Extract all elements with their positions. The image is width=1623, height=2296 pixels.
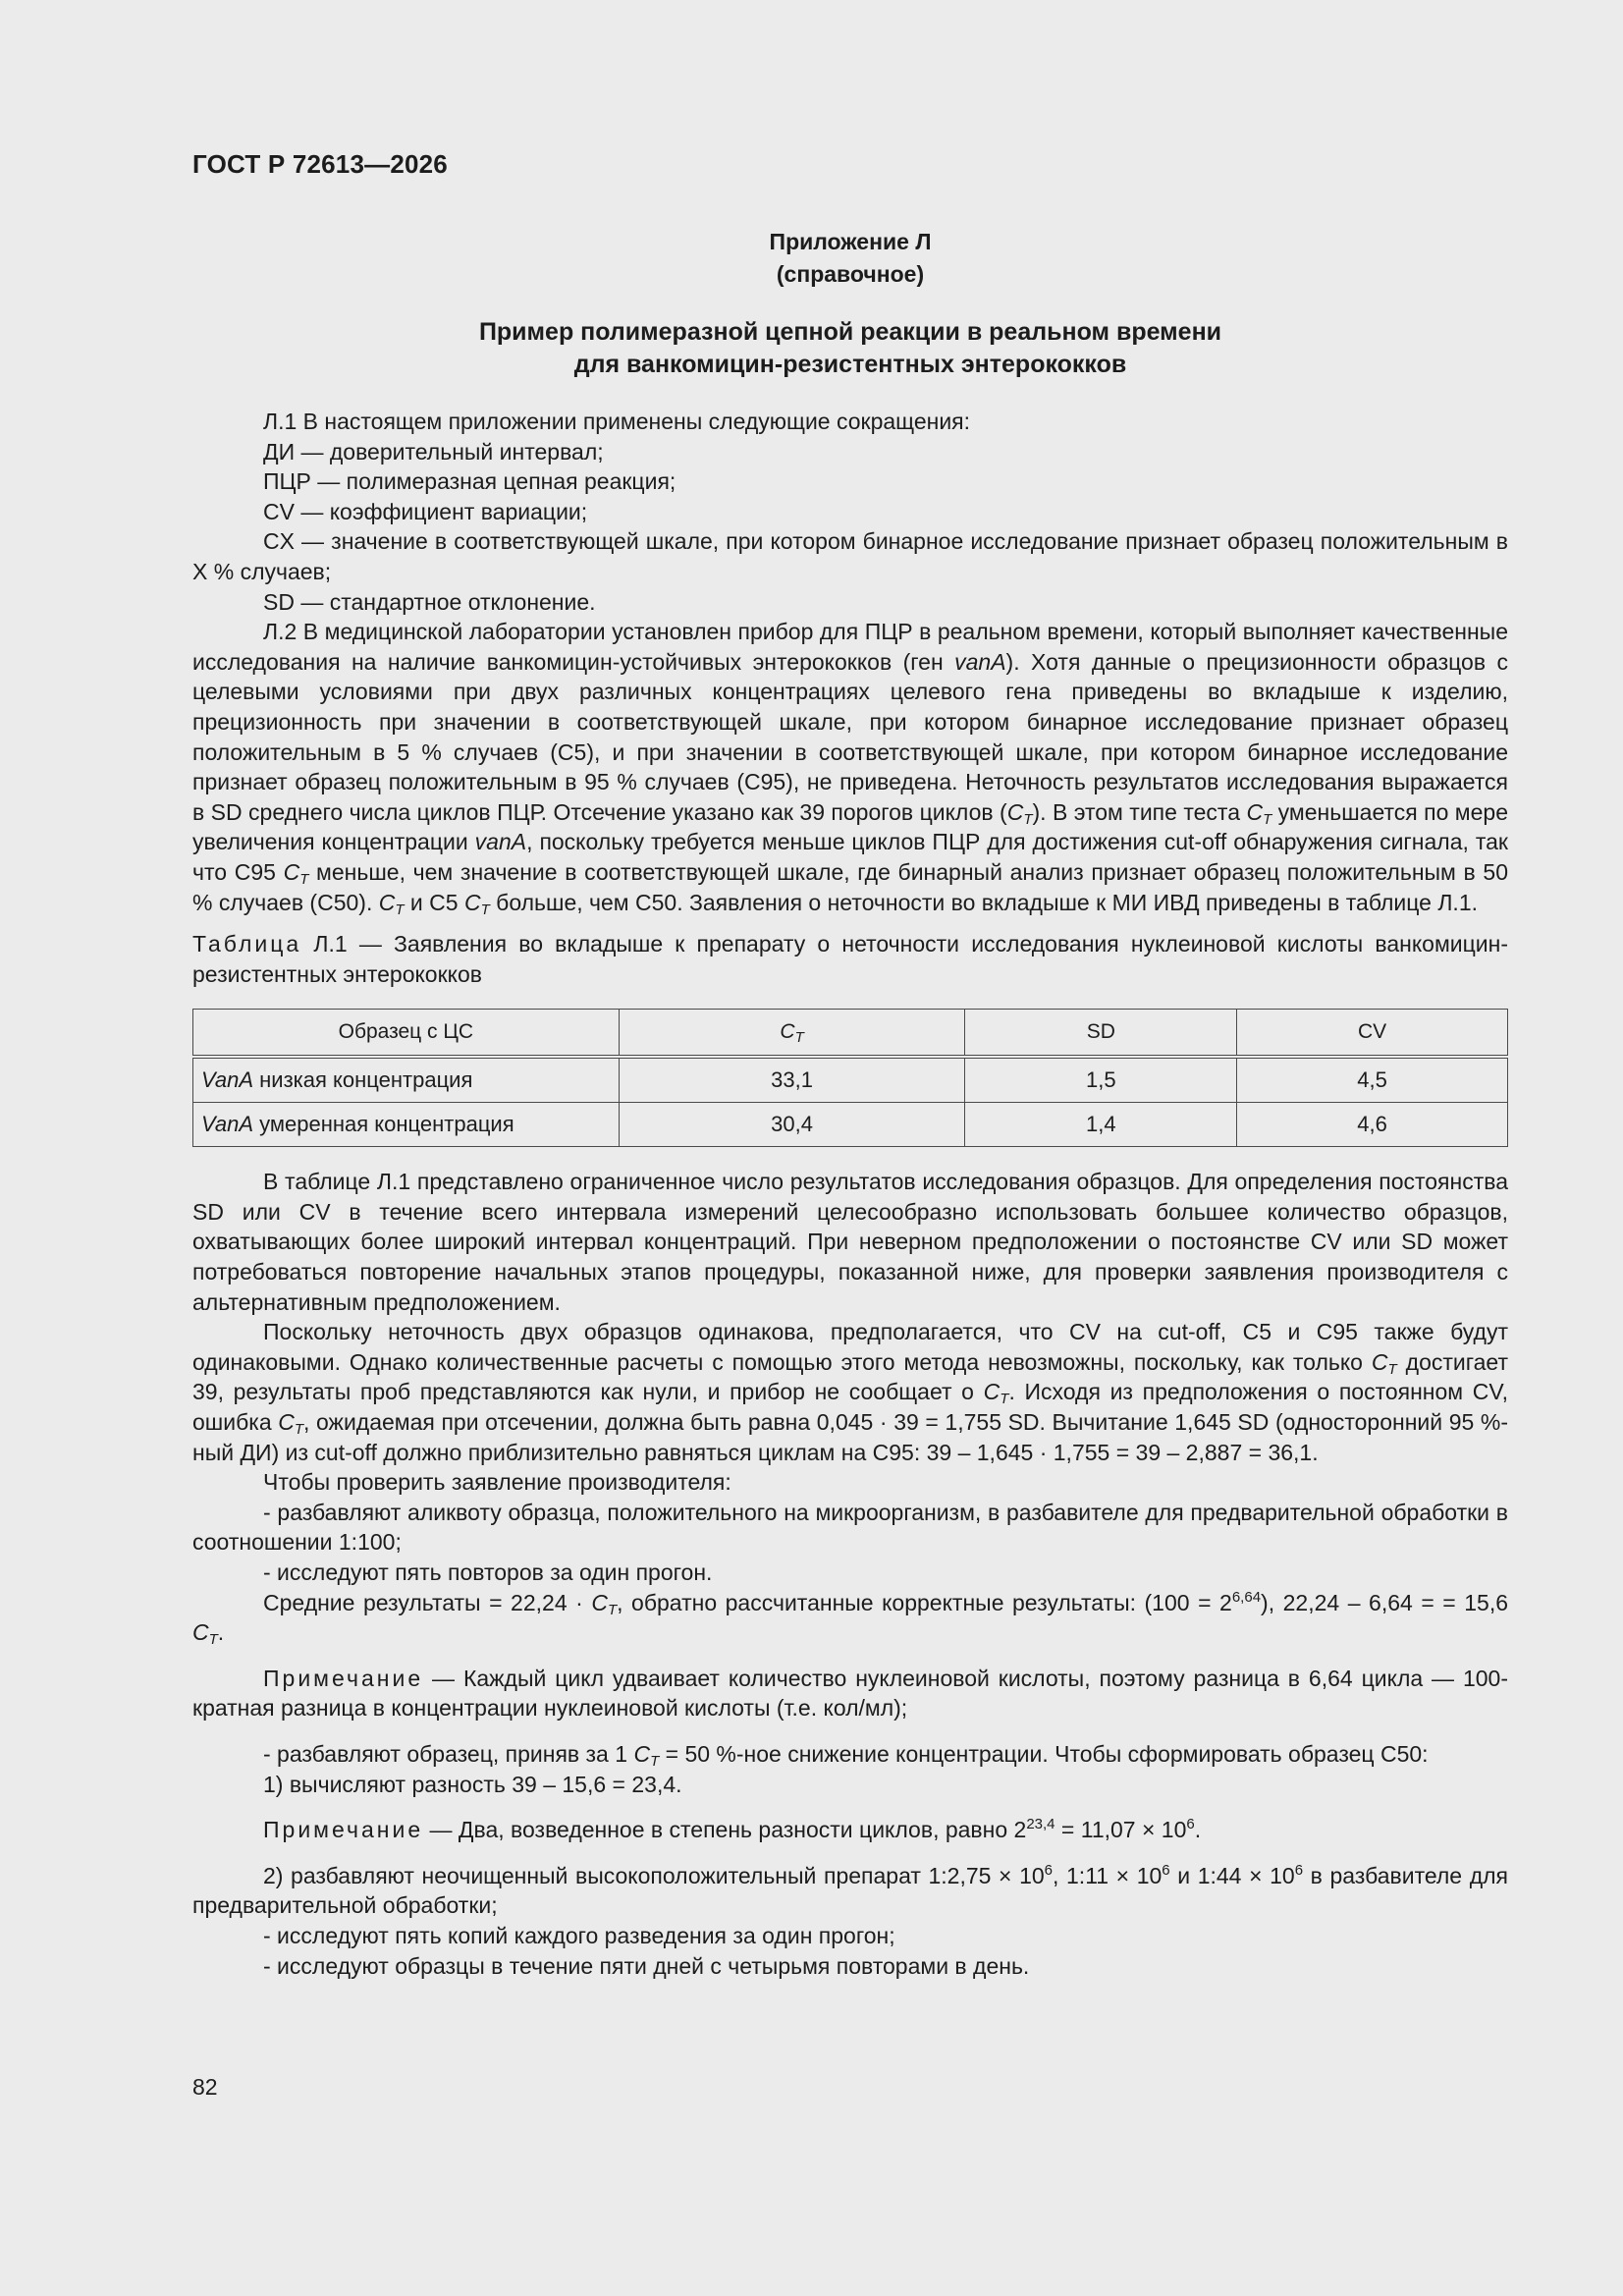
check-intro: Чтобы проверить заявление производителя:	[263, 1469, 731, 1496]
table-row	[193, 1103, 1508, 1147]
final-step: - исследуют образцы в течение пяти дней с четырьмя повторами в день.	[263, 1952, 1030, 1979]
annex-title: Приложение Л	[769, 229, 932, 254]
table-cell: 33,1	[619, 1057, 965, 1103]
paragraph-l2: Л.2 В медицинской лаборатории установлен прибор для ПЦР в реальном времени, который выполняет качественные исследования на наличие ванкомицин-устойчивых энтерококков (ген vanA). Хотя данные о прецизионности образцов с целевыми условиями при двух различных концентрациях целевого гена приведены во вкладыше к изделию, прецизионность при значении в соответствующей шкале, при котором бинарное исследование признает образец положительным в 5 % случаев (C5), и при значении в соответствующей шкале, при котором бинарное исследование признает образец положительным в 95 % случаев (C95), не приведена. Неточность результатов исследования выражается в SD среднего числа циклов ПЦР. Отсечение указано как 39 порогов циклов $(C_T)$. В этом типе теста $C_T$ уменьшается по мере увеличения концентрации vanA, поскольку требуется меньше циклов ПЦР для достижения cut-off обнаружения сигнала, так что C95 $C_T$ меньше, чем значение в соответствующей шкале, где бинарный анализ признает образец положительным в 50 % случаев (C50). $C_T$ и C5 $C_T$ больше, чем C50. Заявления о неточности во вкладыше к МИ ИВД приведены в таблице Л.1.	[192, 619, 1509, 918]
title-line-1: Пример полимеразной цепной реакции в реальном времени	[478, 318, 1222, 346]
table-cell: 4,5	[1237, 1057, 1508, 1103]
check-step: - исследуют пять повторов за один прогон.	[263, 1559, 713, 1585]
annex-heading	[192, 226, 1508, 291]
note-2: Примечание — Два, возведенное в степень разности циклов, равно $2^{23,4} = 11,07 \times 10^6$.	[263, 1816, 1202, 1843]
table-cell-sample: VanA умеренная концентрация	[193, 1103, 620, 1147]
document-id: ГОСТ Р 72613—2026	[192, 149, 448, 179]
paragraph-table-note: В таблице Л.1 представлено ограниченное число результатов исследования образцов. Для определения постоянства SD или CV в течение всего интервала измерений целесообразно использовать большее количество образцов, охватывающих более широкий интервал концентраций. При неверном предположении о постоянстве CV или SD может потребоваться повторение начальных этапов процедуры, показанной ниже, для проверки заявления производителя с альтернативным предположением.	[192, 1169, 1508, 1315]
table-cell-sample: VanA низкая концентрация	[193, 1057, 620, 1103]
table-cell: 30,4	[619, 1103, 965, 1147]
abbr-intro: Л.1 В настоящем приложении применены следующие сокращения:	[263, 409, 971, 434]
check-step: - разбавляют аликвоту образца, положительного на микроорганизм, в разбавителе для предварительной обработки в соотношении 1:100;	[192, 1499, 1508, 1556]
final-step: - исследуют пять копий каждого разведения за один прогон;	[263, 1922, 895, 1948]
document-body	[192, 407, 1508, 1981]
data-table	[192, 1009, 1508, 1147]
step-1: 1) вычисляют разность 39 – 15,6 = 23,4.	[263, 1771, 682, 1797]
note-1: Примечание — Каждый цикл удваивает количество нуклеиновой кислоты, поэтому разница в 6,64 цикла — 100-кратная разница в концентрации нуклеиновой кислоты (т.е. кол/мл);	[192, 1665, 1508, 1722]
abbr-item: CV — коэффициент вариации;	[263, 498, 588, 524]
table-row	[193, 1057, 1508, 1103]
annex-kind: (справочное)	[776, 261, 925, 287]
dilution-step: - разбавляют образец, приняв за 1 $C_T = 50$ %-ное снижение концентрации. Чтобы сформировать образец C50:	[263, 1740, 1429, 1770]
average-results: Средние результаты = $22,24 \cdot C_T$, обратно рассчитанные корректные результаты: $(100 = 2^{6,64})$, 22,24 – 6,64 = = 15,6 $C_T$.	[192, 1588, 1509, 1649]
table-caption: Таблица Л.1 — Заявления во вкладыше к препарату о неточности исследования нуклеиновой кислоты ванкомицин-резистентных энтерококков	[192, 931, 1508, 987]
page-number: 82	[192, 2074, 218, 2100]
annex-main-title	[192, 316, 1508, 381]
abbr-item: ДИ — доверительный интервал;	[263, 438, 604, 465]
column-header: Образец с ЦС	[193, 1010, 620, 1058]
abbr-item: ПЦР — полимеразная цепная реакция;	[263, 468, 676, 495]
step-2: 2) разбавляют неочищенный высокоположительный препарат 1:2,75 × $10^6$, 1:11 × $10^6$ и 1:44 × $10^6$ в разбавителе для предварительной обработки;	[192, 1861, 1508, 1919]
table-header-row	[193, 1010, 1508, 1058]
table-cell: 1,4	[965, 1103, 1237, 1147]
column-header: SD	[965, 1010, 1237, 1058]
table-cell: 1,5	[965, 1057, 1237, 1103]
column-header: CV	[1237, 1010, 1508, 1058]
paragraph-imprecision: Поскольку неточность двух образцов одинакова, предполагается, что CV на cut-off, C5 и C95 также будут одинаковыми. Однако количественные расчеты с помощью этого метода невозможны, поскольку, как только $C_T$ достигает 39, результаты проб представляются как нули, и прибор не сообщает о $C_T$. Исходя из предположения о постоянном CV, ошибка $C_T$, ожидаемая при отсечении, должна быть равна 0,045 · 39 = 1,755 SD. Вычитание 1,645 SD (односторонний 95 %-ный ДИ) из cut-off должно приблизительно равняться циклам на C95: 39 – 1,645 · 1,755 = 39 – 2,887 = 36,1.	[192, 1319, 1508, 1465]
abbr-item: SD — стандартное отклонение.	[263, 588, 596, 615]
abbr-item: CX — значение в соответствующей шкале, при котором бинарное исследование признает образец положительным в X % случаев;	[192, 528, 1508, 584]
table-cell: 4,6	[1237, 1103, 1508, 1147]
title-line-2: для ванкомицин-резистентных энтерококков	[573, 351, 1127, 378]
column-header-ct: $C_T$	[619, 1010, 965, 1058]
